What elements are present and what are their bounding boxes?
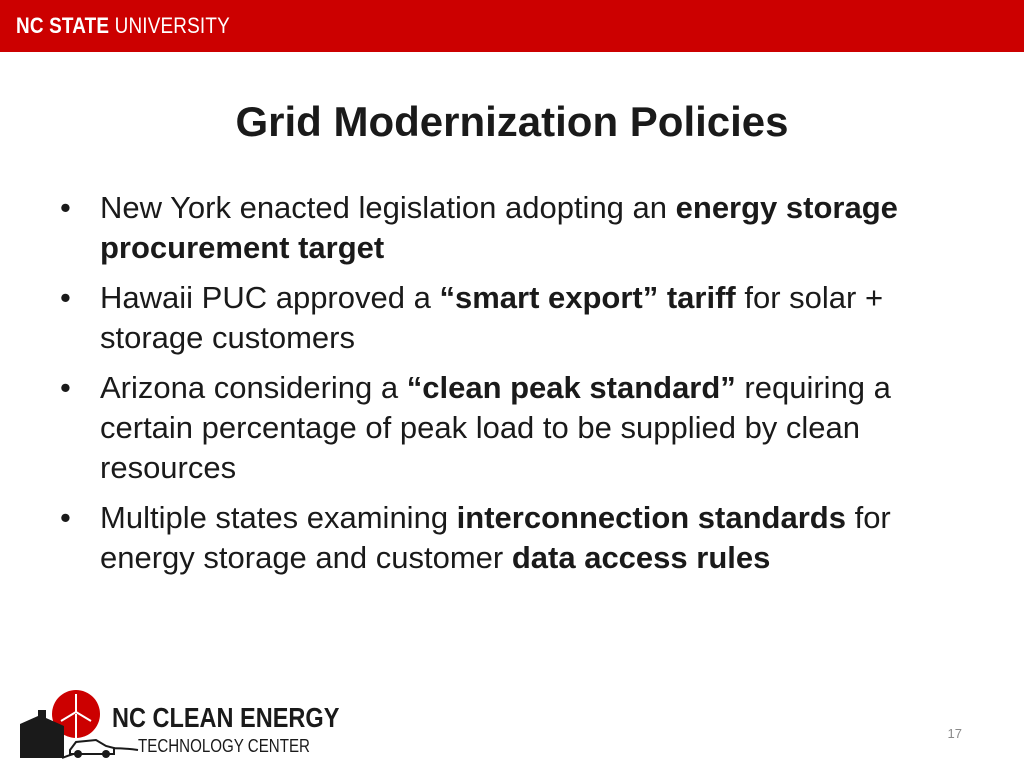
logo-text-primary: NC CLEAN ENERGY xyxy=(112,702,340,733)
bullet-text-bold: interconnection standards xyxy=(456,500,846,535)
bullet-text-plain: New York enacted legislation adopting an xyxy=(100,190,676,225)
bullet-glyph: • xyxy=(60,370,71,405)
bullet-item xyxy=(60,368,960,488)
bullet-text-plain: Multiple states examining xyxy=(100,500,457,535)
bullet-text-plain: requiring a certain percentage of peak load to be supplied by clean resources xyxy=(100,370,891,485)
bullet-glyph: • xyxy=(60,280,71,315)
bullet-list xyxy=(60,188,960,588)
slide-title: Grid Modernization Policies xyxy=(235,98,789,145)
bullet-text-plain: for energy storage and customer xyxy=(100,500,891,575)
bullet-text-plain: for solar + storage customers xyxy=(100,280,884,355)
bullet-item xyxy=(60,278,960,358)
page-number: 17 xyxy=(947,726,962,741)
bullet-glyph: • xyxy=(60,190,71,225)
wordmark-light: UNIVERSITY xyxy=(114,13,230,38)
bullet-item xyxy=(60,188,960,268)
bullet-text-bold: “clean peak standard” xyxy=(406,370,736,405)
university-wordmark xyxy=(16,13,230,39)
bullet-text-plain: Hawaii PUC approved a xyxy=(100,280,440,315)
nc-clean-energy-logo xyxy=(16,688,356,760)
bullet-text-plain: Arizona considering a xyxy=(100,370,407,405)
bullet-text-bold: “smart export” tariff xyxy=(439,280,736,315)
university-banner xyxy=(0,0,1024,52)
logo-text-secondary: TECHNOLOGY CENTER xyxy=(138,736,310,756)
bullet-item xyxy=(60,498,960,578)
bullet-text-bold: data access rules xyxy=(511,540,771,575)
bullet-glyph: • xyxy=(60,500,71,535)
bullet-text-bold: energy storage procurement target xyxy=(100,190,898,265)
wordmark-bold: NC STATE xyxy=(16,13,110,38)
